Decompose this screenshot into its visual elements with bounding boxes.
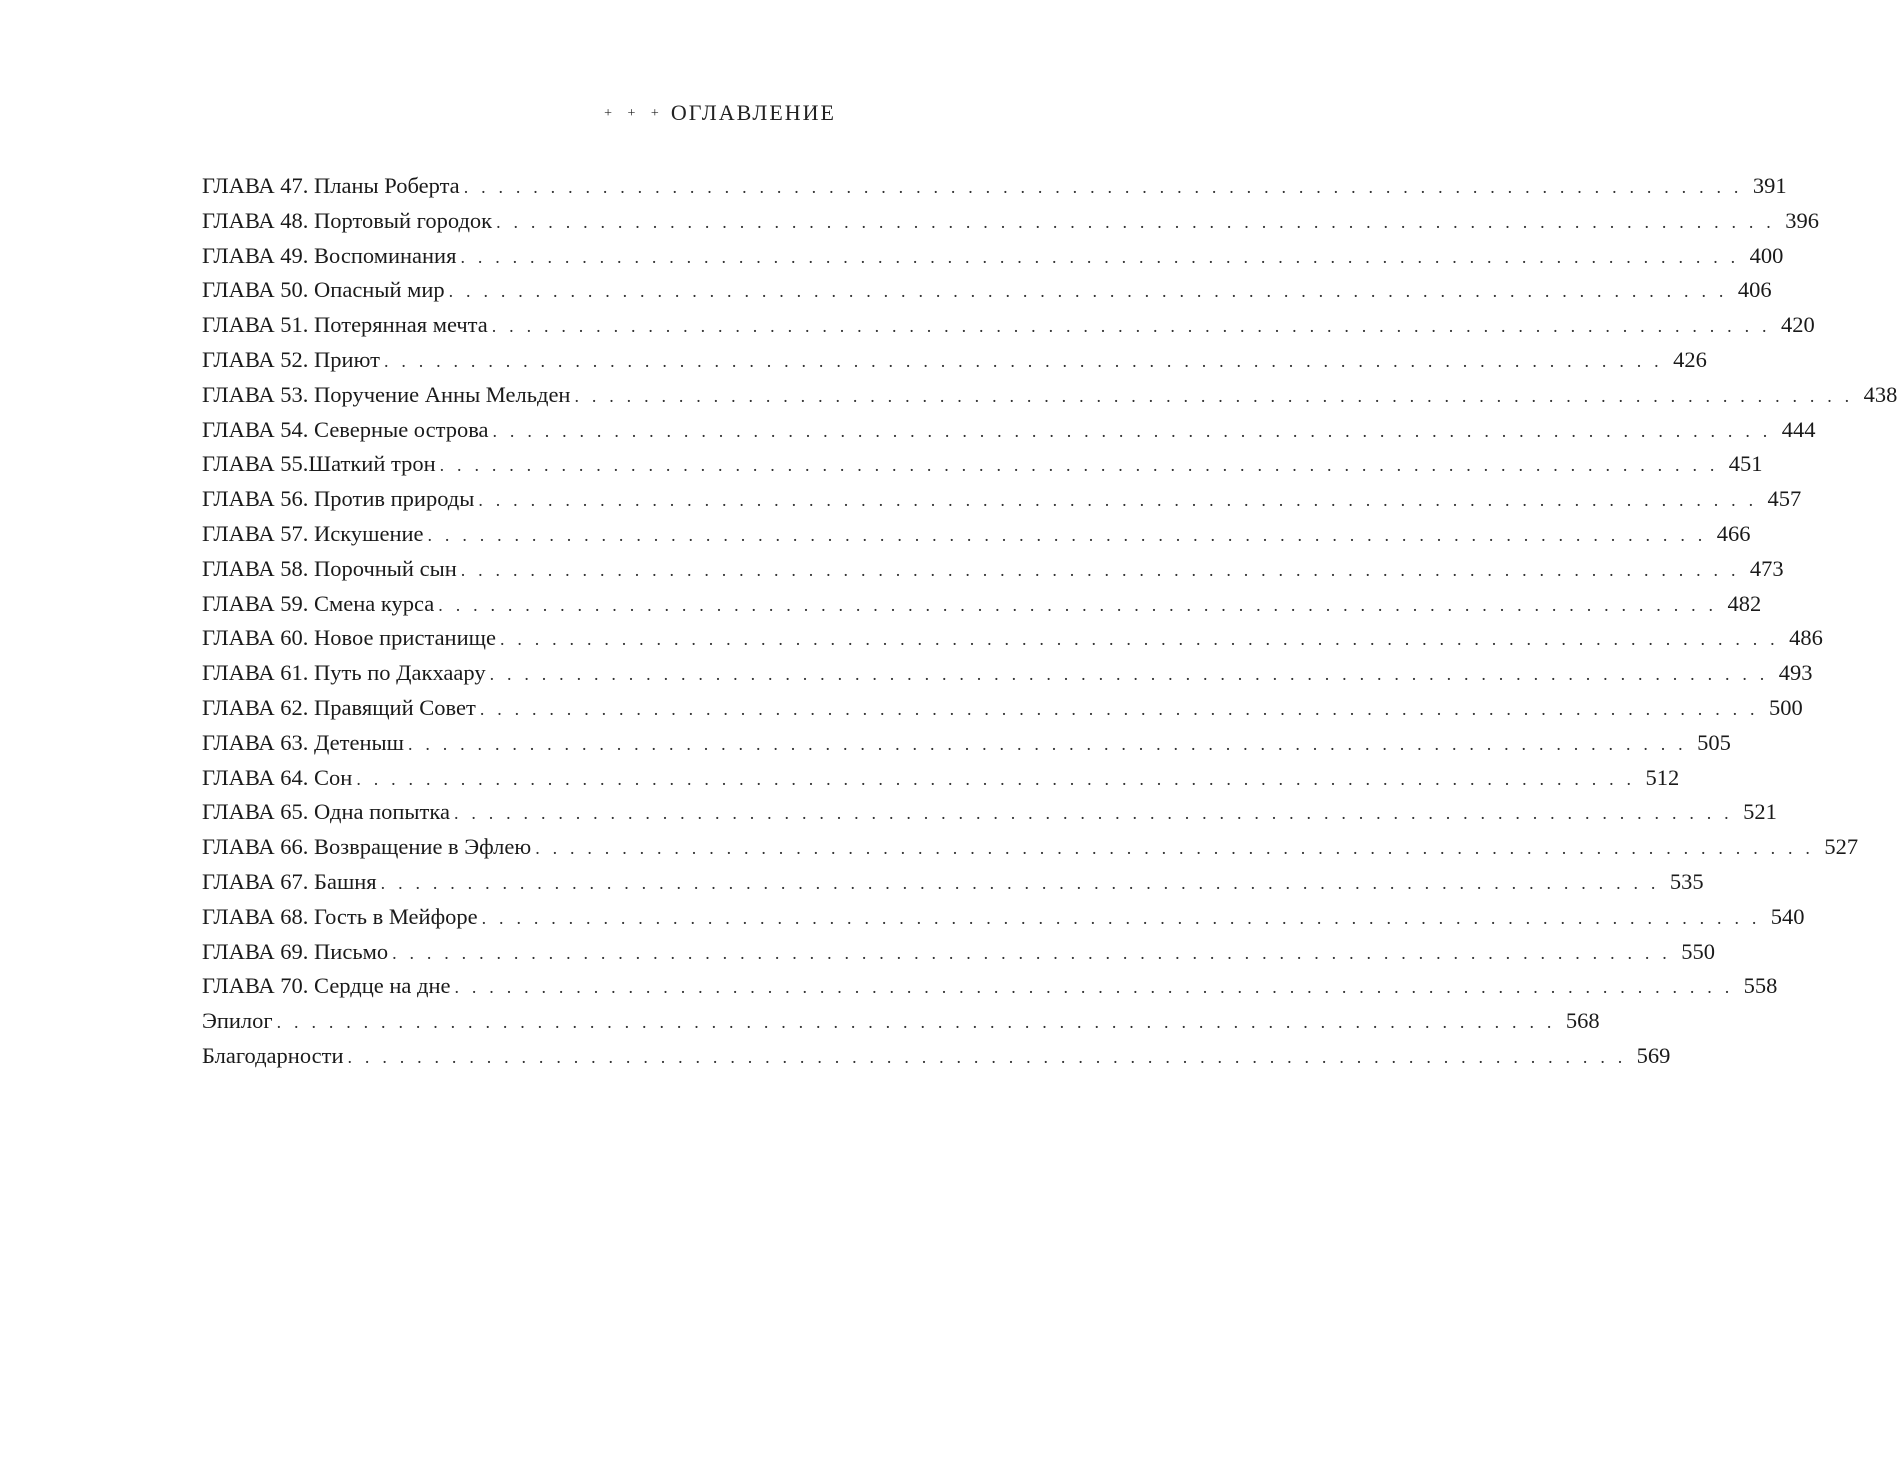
toc-entry-page-number: 400: [1749, 242, 1784, 268]
toc-entry-title: ГЛАВА 60. Новое пристанище: [202, 625, 496, 651]
toc-entry-title: ГЛАВА 69. Письмо: [202, 938, 389, 964]
dot-leader: . . . . . . . . . . . . . . . . . . . . . . . . . . . . . . . . . . . . . . . . . . . . . . . . . . . . . . . . . . . . . . . . . . . . . . . . . .: [489, 664, 1769, 685]
toc-entry-page-number: 406: [1737, 277, 1772, 303]
running-head-title: ОГЛАВЛЕНИЕ: [670, 100, 836, 125]
toc-entry-title: ГЛАВА 68. Гость в Мейфоре: [202, 903, 478, 929]
toc-entry-page-number: 473: [1749, 555, 1784, 581]
toc-entry-page-number: 466: [1716, 520, 1751, 546]
running-head: [500, 100, 836, 126]
toc-entry-page-number: 500: [1768, 694, 1803, 720]
dot-leader: . . . . . . . . . . . . . . . . . . . . . . . . . . . . . . . . . . . . . . . . . . . . . . . . . . . . . . . . . . . . . . . . . . . . . . . . . .: [438, 594, 1718, 615]
toc-entry-page-number: 568: [1565, 1008, 1600, 1034]
toc-entry-title: ГЛАВА 51. Потерянная мечта: [202, 312, 488, 338]
toc-entry-page-number: 426: [1673, 346, 1707, 372]
toc-entry-page-number: 550: [1681, 938, 1715, 964]
toc-entry: [202, 239, 1784, 274]
table-of-contents: [202, 169, 1897, 1074]
toc-entry: [202, 517, 1751, 552]
dot-leader: . . . . . . . . . . . . . . . . . . . . . . . . . . . . . . . . . . . . . . . . . . . . . . . . . . . . . . . . . . . . . . . . . . . . . . . . . .: [491, 316, 1771, 337]
toc-entry-title: ГЛАВА 65. Одна попытка: [202, 799, 450, 825]
toc-entry-page-number: 521: [1743, 799, 1777, 825]
toc-entry-title: ГЛАВА 48. Портовый городок: [202, 207, 493, 233]
dot-leader: . . . . . . . . . . . . . . . . . . . . . . . . . . . . . . . . . . . . . . . . . . . . . . . . . . . . . . . . . . . . . . . . . . . . . . . . . .: [427, 524, 1707, 545]
toc-entry: [202, 204, 1819, 239]
toc-entry-page-number: 512: [1645, 764, 1680, 790]
toc-entry-title: ГЛАВА 47. Планы Роберта: [202, 173, 460, 198]
dot-leader: . . . . . . . . . . . . . . . . . . . . . . . . . . . . . . . . . . . . . . . . . . . . . . . . . . . . . . . . . . . . . . . . . . . . . . . . . .: [448, 281, 1728, 302]
toc-entry-page-number: 527: [1824, 834, 1859, 860]
toc-entry: [202, 726, 1731, 761]
toc-entry-page-number: 505: [1697, 729, 1731, 755]
toc-entry-title: ГЛАВА 67. Башня: [202, 868, 377, 894]
toc-entry-title: ГЛАВА 62. Правящий Совет: [202, 694, 476, 720]
toc-entry-title: ГЛАВА 55.Шаткий трон: [202, 451, 436, 477]
toc-entry-title: Благодарности: [202, 1042, 344, 1068]
ornament-marks: + + +: [604, 106, 665, 121]
toc-entry: [202, 1039, 1671, 1074]
toc-entry: [202, 587, 1762, 622]
toc-entry: [202, 378, 1897, 413]
toc-entry-title: ГЛАВА 61. Путь по Дакхаару: [202, 660, 486, 686]
toc-entry-title: ГЛАВА 52. Приют: [202, 346, 380, 372]
dot-leader: . . . . . . . . . . . . . . . . . . . . . . . . . . . . . . . . . . . . . . . . . . . . . . . . . . . . . . . . . . . . . . . . . . . . . . . . . .: [380, 872, 1660, 893]
dot-leader: . . . . . . . . . . . . . . . . . . . . . . . . . . . . . . . . . . . . . . . . . . . . . . . . . . . . . . . . . . . . . . . . . . . . . . . . . .: [478, 490, 1758, 511]
toc-entry: [202, 935, 1715, 970]
toc-entry: [202, 865, 1704, 900]
dot-leader: . . . . . . . . . . . . . . . . . . . . . . . . . . . . . . . . . . . . . . . . . . . . . . . . . . . . . . . . . . . . . . . . . . . . . . . . . .: [463, 177, 1743, 197]
toc-entry: [202, 169, 1787, 204]
toc-entry: [202, 969, 1778, 1004]
toc-entry: [202, 343, 1707, 378]
toc-entry: [202, 482, 1802, 517]
toc-entry-page-number: 420: [1780, 312, 1815, 338]
dot-leader: . . . . . . . . . . . . . . . . . . . . . . . . . . . . . . . . . . . . . . . . . . . . . . . . . . . . . . . . . . . . . . . . . . . . . . . . . .: [356, 768, 1636, 789]
dot-leader: . . . . . . . . . . . . . . . . . . . . . . . . . . . . . . . . . . . . . . . . . . . . . . . . . . . . . . . . . . . . . . . . . . . . . . . . . .: [535, 838, 1815, 859]
toc-entry-page-number: 535: [1669, 868, 1704, 894]
toc-entry-title: ГЛАВА 54. Северные острова: [202, 416, 489, 442]
dot-leader: . . . . . . . . . . . . . . . . . . . . . . . . . . . . . . . . . . . . . . . . . . . . . . . . . . . . . . . . . . . . . . . . . . . . . . . . . .: [460, 559, 1740, 580]
toc-entry-title: ГЛАВА 66. Возвращение в Эфлею: [202, 834, 532, 860]
toc-entry: [202, 621, 1823, 656]
toc-entry-title: ГЛАВА 56. Против природы: [202, 486, 475, 512]
dot-leader: . . . . . . . . . . . . . . . . . . . . . . . . . . . . . . . . . . . . . . . . . . . . . . . . . . . . . . . . . . . . . . . . . . . . . . . . . .: [407, 733, 1687, 754]
toc-entry-page-number: 486: [1789, 625, 1823, 651]
toc-entry-title: ГЛАВА 59. Смена курса: [202, 590, 435, 616]
toc-entry-title: Эпилог: [202, 1008, 273, 1034]
toc-entry-page-number: 493: [1778, 660, 1813, 686]
dot-leader: . . . . . . . . . . . . . . . . . . . . . . . . . . . . . . . . . . . . . . . . . . . . . . . . . . . . . . . . . . . . . . . . . . . . . . . . . .: [383, 350, 1663, 371]
toc-entry-title: ГЛАВА 53. Поручение Анны Мельден: [202, 381, 571, 407]
dot-leader: . . . . . . . . . . . . . . . . . . . . . . . . . . . . . . . . . . . . . . . . . . . . . . . . . . . . . . . . . . . . . . . . . . . . . . . . . .: [496, 211, 1775, 232]
toc-entry: [202, 273, 1772, 308]
toc-entry-title: ГЛАВА 49. Воспоминания: [202, 242, 457, 268]
toc-entry-page-number: 558: [1743, 973, 1778, 999]
dot-leader: . . . . . . . . . . . . . . . . . . . . . . . . . . . . . . . . . . . . . . . . . . . . . . . . . . . . . . . . . . . . . . . . . . . . . . . . . .: [454, 977, 1734, 998]
dot-leader: . . . . . . . . . . . . . . . . . . . . . . . . . . . . . . . . . . . . . . . . . . . . . . . . . . . . . . . . . . . . . . . . . . . . . . . . . .: [392, 942, 1671, 963]
dot-leader: . . . . . . . . . . . . . . . . . . . . . . . . . . . . . . . . . . . . . . . . . . . . . . . . . . . . . . . . . . . . . . . . . . . . . . . . . .: [453, 803, 1733, 824]
toc-entry: [202, 413, 1816, 448]
toc-entry: [202, 830, 1859, 865]
toc-entry-page-number: 482: [1727, 590, 1762, 616]
toc-entry: [202, 656, 1813, 691]
dot-leader: . . . . . . . . . . . . . . . . . . . . . . . . . . . . . . . . . . . . . . . . . . . . . . . . . . . . . . . . . . . . . . . . . . . . . . . . . .: [276, 1012, 1556, 1033]
dot-leader: . . . . . . . . . . . . . . . . . . . . . . . . . . . . . . . . . . . . . . . . . . . . . . . . . . . . . . . . . . . . . . . . . . . . . . . . . .: [574, 385, 1854, 406]
toc-entry-title: ГЛАВА 64. Сон: [202, 764, 353, 790]
toc-entry: [202, 1004, 1600, 1039]
dot-leader: . . . . . . . . . . . . . . . . . . . . . . . . . . . . . . . . . . . . . . . . . . . . . . . . . . . . . . . . . . . . . . . . . . . . . . . . . .: [439, 455, 1719, 476]
toc-entry-title: ГЛАВА 58. Порочный сын: [202, 555, 457, 581]
toc-entry-title: ГЛАВА 57. Искушение: [202, 520, 424, 546]
dot-leader: . . . . . . . . . . . . . . . . . . . . . . . . . . . . . . . . . . . . . . . . . . . . . . . . . . . . . . . . . . . . . . . . . . . . . . . . . .: [460, 246, 1740, 267]
toc-entry: [202, 691, 1803, 726]
toc-entry-title: ГЛАВА 63. Детеныш: [202, 729, 404, 755]
dot-leader: . . . . . . . . . . . . . . . . . . . . . . . . . . . . . . . . . . . . . . . . . . . . . . . . . . . . . . . . . . . . . . . . . . . . . . . . . .: [479, 698, 1759, 719]
dot-leader: . . . . . . . . . . . . . . . . . . . . . . . . . . . . . . . . . . . . . . . . . . . . . . . . . . . . . . . . . . . . . . . . . . . . . . . . . .: [499, 629, 1779, 650]
toc-entry: [202, 552, 1784, 587]
toc-entry-page-number: 438: [1863, 381, 1897, 407]
toc-entry-page-number: 444: [1781, 416, 1816, 442]
dot-leader: . . . . . . . . . . . . . . . . . . . . . . . . . . . . . . . . . . . . . . . . . . . . . . . . . . . . . . . . . . . . . . . . . . . . . . . . . .: [347, 1046, 1627, 1067]
toc-entry: [202, 308, 1815, 343]
dot-leader: . . . . . . . . . . . . . . . . . . . . . . . . . . . . . . . . . . . . . . . . . . . . . . . . . . . . . . . . . . . . . . . . . . . . . . . . . .: [481, 907, 1761, 928]
toc-entry: [202, 795, 1777, 830]
toc-entry-page-number: 391: [1752, 173, 1787, 198]
dot-leader: . . . . . . . . . . . . . . . . . . . . . . . . . . . . . . . . . . . . . . . . . . . . . . . . . . . . . . . . . . . . . . . . . . . . . . . . . .: [492, 420, 1772, 441]
toc-entry-title: ГЛАВА 70. Сердце на дне: [202, 973, 451, 999]
toc-entry: [202, 900, 1805, 935]
toc-entry: [202, 447, 1763, 482]
toc-entry: [202, 761, 1680, 796]
toc-entry-page-number: 457: [1767, 486, 1802, 512]
toc-entry-page-number: 451: [1728, 451, 1763, 477]
toc-entry-title: ГЛАВА 50. Опасный мир: [202, 277, 445, 303]
toc-entry-page-number: 540: [1770, 903, 1805, 929]
toc-entry-page-number: 569: [1636, 1042, 1671, 1068]
toc-entry-page-number: 396: [1785, 207, 1819, 233]
